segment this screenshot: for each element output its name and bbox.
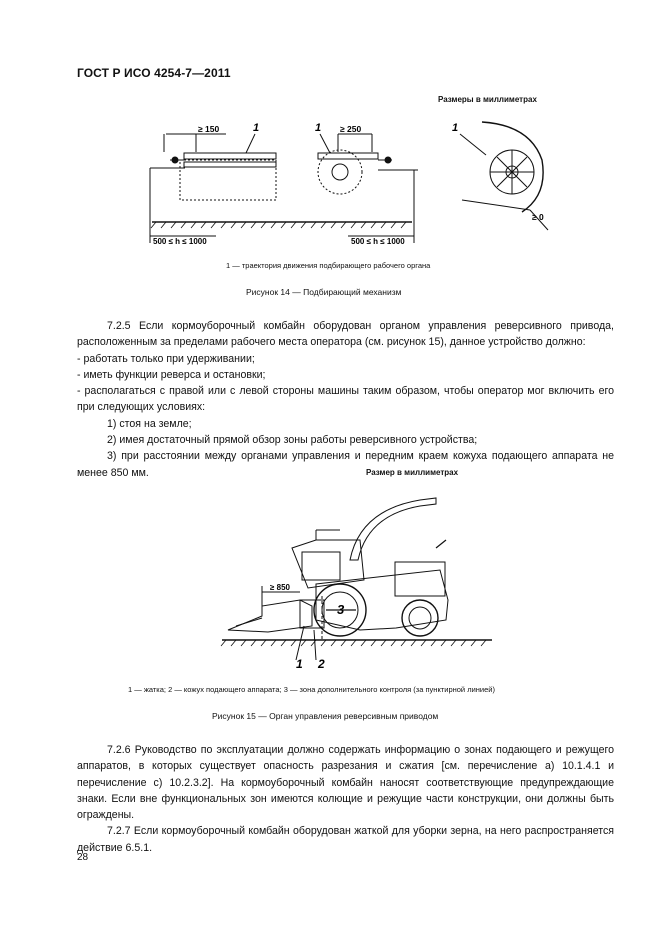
numbered-item: 3) при расстоянии между органами управления и передним краем кожуха подающего аппарата не менее 850 мм. bbox=[77, 450, 614, 479]
figure15-legend: 1 — жатка; 2 — кожух подающего аппарата; 3 — зона дополнительного контроля (за пунктирной линией) bbox=[128, 685, 495, 694]
figure15-rear-wheel bbox=[402, 600, 438, 636]
figure15-body bbox=[316, 570, 448, 630]
figure14-pickup-right bbox=[318, 150, 392, 194]
section-7-2-5-paragraph: 7.2.5 Если кормоуборочный комбайн оборудован органом управления реверсивного привода, расположенным за пределами рабочего места оператора (см. рисунок 15), данное устройство должно: bbox=[77, 320, 614, 349]
figure15-label-ge850: ≥ 850 bbox=[270, 583, 290, 592]
section-7-2-6 bbox=[77, 742, 614, 856]
document-header: ГОСТ Р ИСО 4254-7—2011 bbox=[77, 66, 231, 80]
figure15-ground bbox=[221, 640, 492, 646]
section-7-2-5 bbox=[77, 318, 614, 481]
figure15-drawing bbox=[216, 485, 496, 675]
page-number: 28 bbox=[77, 852, 89, 863]
figure14-caption: Рисунок 14 — Подбирающий механизм bbox=[246, 287, 402, 297]
figure14-ground bbox=[151, 222, 412, 228]
figure15-caption: Рисунок 15 — Орган управления реверсивным приводом bbox=[212, 711, 439, 721]
figure15-spout bbox=[350, 498, 436, 560]
bullet-item: - иметь функции реверса и остановки; bbox=[77, 368, 266, 381]
figure15-label-3: 3 bbox=[337, 602, 345, 617]
numbered-item: 1) стоя на земле; bbox=[107, 417, 192, 430]
section-7-2-7-paragraph: 7.2.7 Если кормоуборочный комбайн оборудован жаткой для уборки зерна, на него распространяется действие 6.5.1. bbox=[77, 825, 614, 854]
figure14-dims-note: Размеры в миллиметрах bbox=[438, 95, 537, 104]
figure15-label-1: 1 bbox=[296, 657, 303, 671]
figure15-dims-note: Размер в миллиметрах bbox=[366, 468, 459, 477]
figure14-label-ge0: ≥ 0 bbox=[532, 212, 544, 222]
figure14-label-1a: 1 bbox=[253, 122, 260, 134]
figure14-drawing bbox=[140, 112, 560, 252]
numbered-item: 2) имея достаточный прямой обзор зоны работы реверсивного устройства; bbox=[107, 434, 478, 447]
figure15-header-unit bbox=[228, 600, 312, 632]
figure14-label-h-left: 500 ≤ h ≤ 1000 bbox=[153, 237, 207, 246]
figure14-label-1c: 1 bbox=[452, 122, 459, 134]
figure15-label-2: 2 bbox=[318, 657, 325, 671]
figure14-legend: 1 — траектория движения подбирающего рабочего органа bbox=[226, 261, 431, 270]
figure14-label-ge150: ≥ 150 bbox=[198, 124, 220, 134]
bullet-item: - располагаться с правой или с левой стороны машины таким образом, чтобы оператор мог включить его при следующих условиях: bbox=[77, 385, 614, 414]
figure14-label-h-right: 500 ≤ h ≤ 1000 bbox=[351, 237, 405, 246]
figure14-pickup-left bbox=[170, 153, 276, 200]
section-7-2-6-paragraph: 7.2.6 Руководство по эксплуатации должно содержать информацию о зонах подающего и режущего аппаратов, в которых существует опасность разрезания и сжатия [см. перечисление а) 10.1.4.1 и перечисление с) 10.2.3.2]. На кормоуборочный комбайн наносят соответствующие предупреждающие знаки. Если вне функциональных зон имеются колющие и режущие части конструкции, они должны быть ограждены. bbox=[77, 744, 614, 822]
figure14-label-1b: 1 bbox=[315, 122, 322, 134]
bullet-item: - работать только при удерживании; bbox=[77, 352, 255, 365]
figure14-label-ge250: ≥ 250 bbox=[340, 124, 362, 134]
